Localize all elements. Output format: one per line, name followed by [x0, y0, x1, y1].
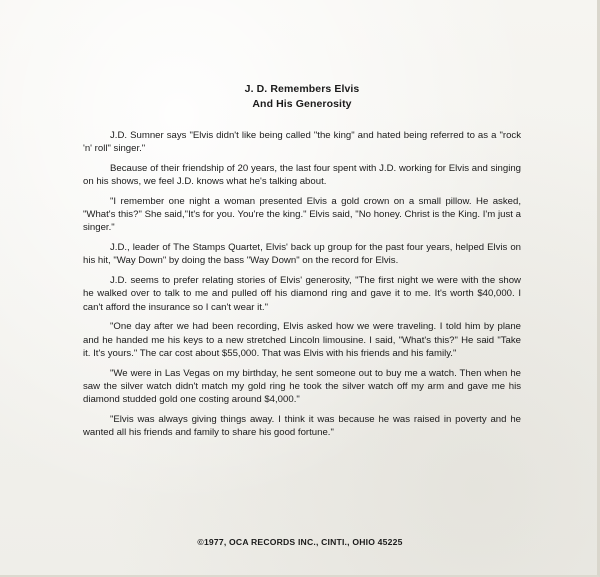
article-paragraph-7: "We were in Las Vegas on my birthday, he sent someone out to buy me a watch. Then when he saw the silver watch didn't match my gold ring he took the silver watch off my arm and gave me his diamond studded gold one costing around $4,000." — [83, 367, 521, 406]
article-paragraph-4: J.D., leader of The Stamps Quartet, Elvis' back up group for the past four years, helped Elvis on his hit, "Way Down" by doing the bass "Way Down" on the record for Elvis. — [83, 242, 521, 267]
article-paragraph-8: "Elvis was always giving things away. I think it was because he was raised in poverty and he wanted all his friends and family to share his good fortune." — [83, 413, 521, 439]
article-title-line-1: J. D. Remembers Elvis — [244, 83, 360, 95]
article-title — [83, 82, 521, 112]
article-paragraph-6: "One day after we had been recording, Elvis asked how we were traveling. I told him by plane and he handed me his keys to a new stretched Lincoln limousine. I said, "What's this?" He said "Take it. It's yours." The car cost about $55,000. That was Elvis with his friends and his family." — [83, 321, 521, 359]
article-paragraph-2: Because of their friendship of 20 years, the last four spent with J.D. working for Elvis and singing on his shows, we feel J.D. knows what he's talking about. — [83, 163, 521, 188]
article-paragraph-5: J.D. seems to prefer relating stories of Elvis' generosity, "The first night we were with the show he walked over to talk to me and pulled off his diamond ring and gave it to me. It's worth $40,000. I can't afford the insurance so I can't wear it." — [83, 275, 521, 313]
article-paragraph-3: "I remember one night a woman presented Elvis a gold crown on a small pillow. He asked, "What's this?" She said,"It's for you. You're the king." Elvis said, "No honey. Christ is the King. I'm just a singer." — [83, 196, 521, 234]
article-paragraph-1: J.D. Sumner says "Elvis didn't like being called "the king" and hated being referred to as a "rock 'n' roll" singer." — [83, 130, 521, 155]
article-title-line-2: And His Generosity — [252, 98, 352, 110]
article — [83, 82, 521, 446]
copyright-footer: ©1977, OCA RECORDS INC., CINTI., OHIO 45225 — [197, 537, 403, 547]
